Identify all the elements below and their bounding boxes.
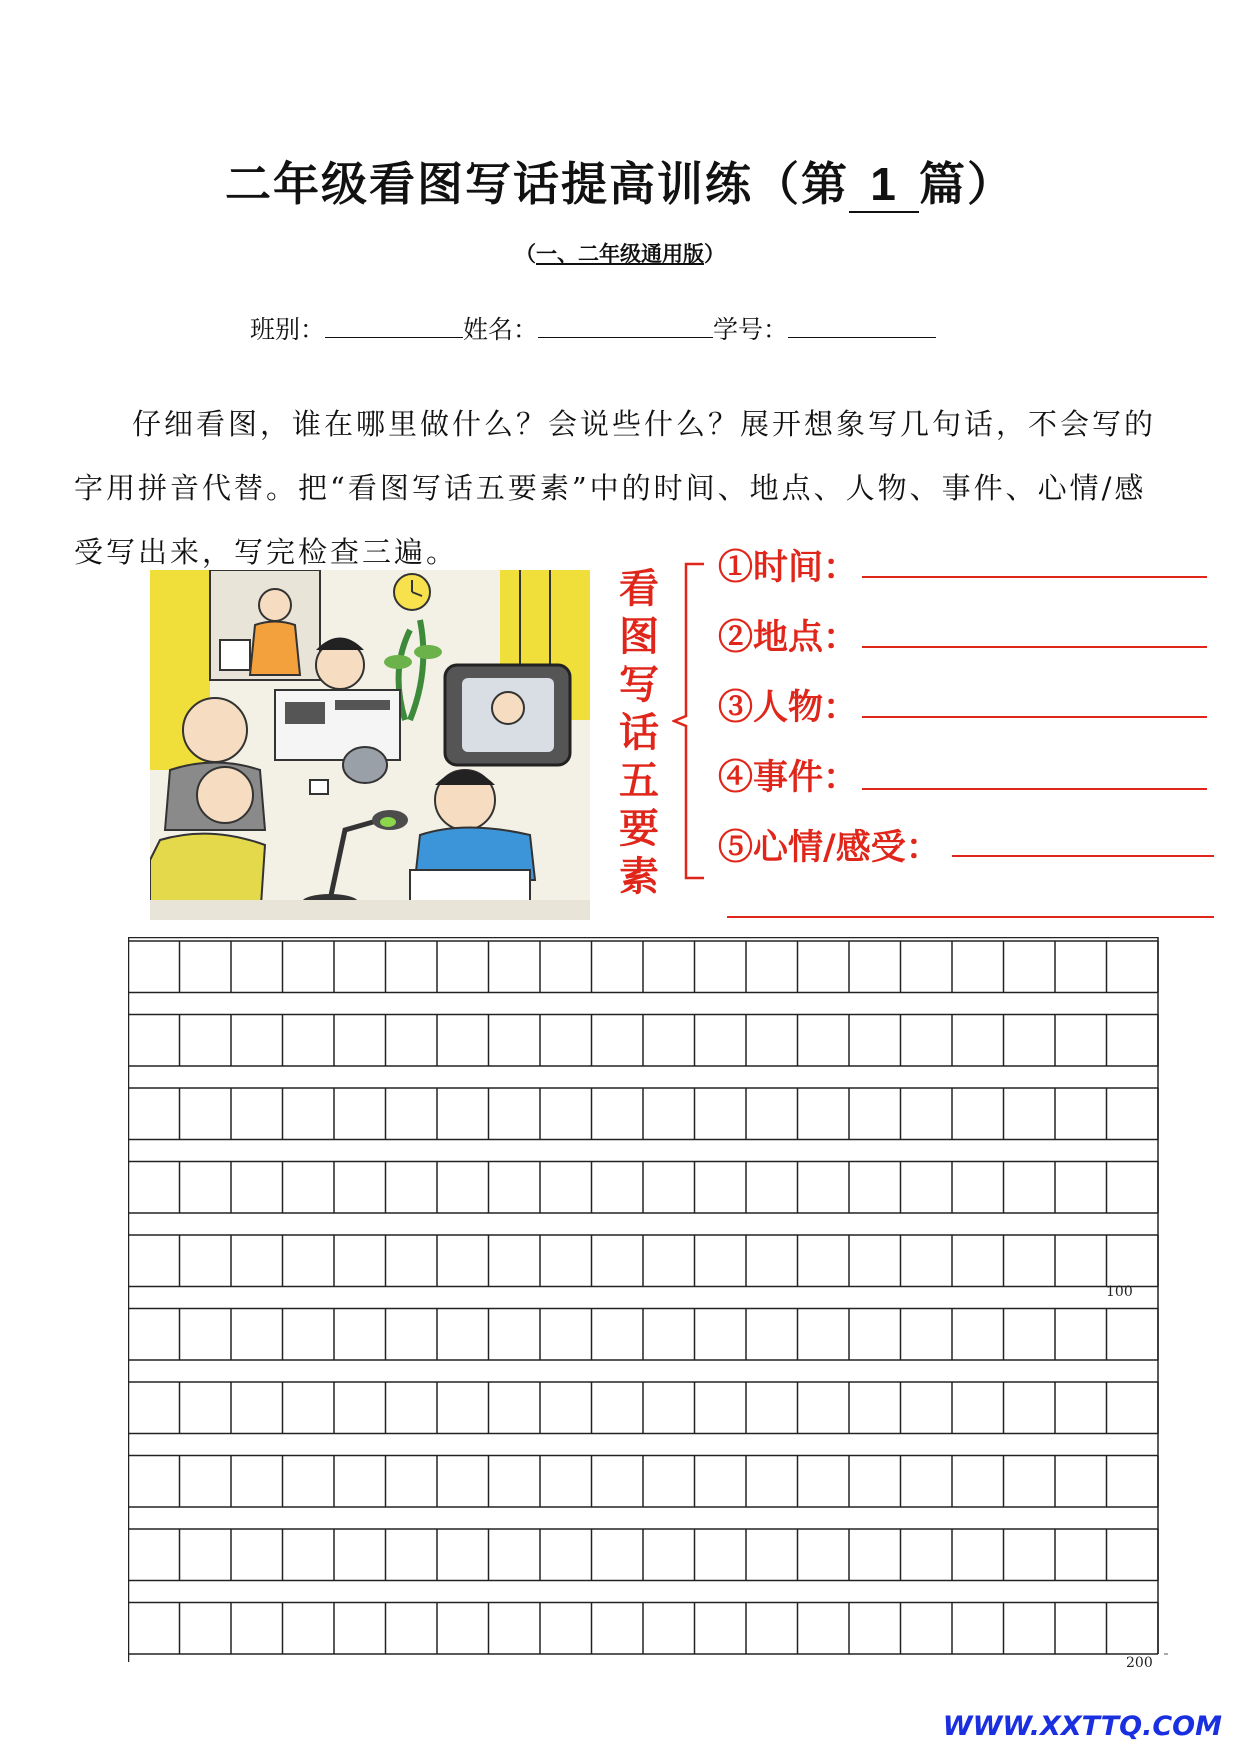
element-people-line[interactable]	[862, 716, 1207, 718]
grid-cell[interactable]	[181, 1604, 231, 1654]
grid-cell[interactable]	[1056, 1016, 1106, 1066]
grid-cell[interactable]	[644, 942, 694, 992]
element-time-label: ①时间：	[718, 547, 859, 588]
grid-cell[interactable]	[232, 1604, 282, 1654]
grid-cell[interactable]	[1056, 1530, 1106, 1580]
grid-cell[interactable]	[387, 1236, 437, 1286]
grid-cell[interactable]	[181, 1530, 231, 1580]
subtitle-open: （	[515, 242, 536, 266]
grid-cell[interactable]	[387, 1604, 437, 1654]
grid-cell[interactable]	[644, 1310, 694, 1360]
grid-cell[interactable]	[284, 1457, 334, 1507]
grid-cell[interactable]	[644, 1604, 694, 1654]
grid-cell[interactable]	[232, 1457, 282, 1507]
grid-cell[interactable]	[490, 1604, 540, 1654]
grid-cell[interactable]	[284, 1016, 334, 1066]
grid-cell[interactable]	[902, 1310, 952, 1360]
grid-cell[interactable]	[541, 1604, 591, 1654]
grid-cell[interactable]	[387, 1457, 437, 1507]
student-info-line	[250, 310, 936, 346]
grid-cell[interactable]	[799, 1604, 849, 1654]
grid-cell[interactable]	[850, 942, 900, 992]
grid-cell[interactable]	[181, 1383, 231, 1433]
grid-cell[interactable]	[644, 1236, 694, 1286]
grid-cell[interactable]	[593, 1163, 643, 1213]
grid-cell[interactable]	[541, 1016, 591, 1066]
grandmother-head	[197, 767, 253, 823]
grid-cell[interactable]	[593, 1457, 643, 1507]
grid-cell[interactable]	[284, 1604, 334, 1654]
grid-cell[interactable]	[747, 1236, 797, 1286]
grid-cell[interactable]	[335, 1604, 385, 1654]
grid-cell[interactable]	[644, 1089, 694, 1139]
grid-cell[interactable]	[747, 1310, 797, 1360]
grid-cell[interactable]	[953, 1236, 1003, 1286]
grid-row	[128, 1088, 1158, 1140]
grid-cell[interactable]	[181, 1236, 231, 1286]
grid-cell[interactable]	[335, 1310, 385, 1360]
grid-cell[interactable]	[747, 1016, 797, 1066]
grid-cell[interactable]	[953, 942, 1003, 992]
tv-presenter	[492, 692, 524, 724]
grid-cell[interactable]	[1108, 1089, 1158, 1139]
grid-cell[interactable]	[1108, 1383, 1158, 1433]
grid-cell[interactable]	[1108, 1016, 1158, 1066]
grid-cell[interactable]	[1005, 1457, 1055, 1507]
grid-cell[interactable]	[1005, 1236, 1055, 1286]
grid-cell[interactable]	[850, 1604, 900, 1654]
id-blank[interactable]	[788, 315, 936, 338]
grid-cell[interactable]	[1005, 1383, 1055, 1433]
grid-cell[interactable]	[284, 1383, 334, 1433]
grid-cell[interactable]	[799, 1530, 849, 1580]
grid-cell[interactable]	[1056, 942, 1106, 992]
grid-cell[interactable]	[490, 1457, 540, 1507]
grid-cell[interactable]	[747, 1604, 797, 1654]
grid-cell[interactable]	[747, 1163, 797, 1213]
grid-cell[interactable]	[541, 1236, 591, 1286]
grid-row	[128, 1162, 1158, 1214]
grid-cell[interactable]	[850, 1016, 900, 1066]
grid-cell[interactable]	[438, 1016, 488, 1066]
grid-cell[interactable]	[953, 1457, 1003, 1507]
grid-cell[interactable]	[953, 1310, 1003, 1360]
grid-cell[interactable]	[490, 942, 540, 992]
grid-cell[interactable]	[387, 1089, 437, 1139]
grid-row	[128, 1456, 1158, 1508]
grid-cell[interactable]	[232, 942, 282, 992]
element-people-label: ③人物：	[718, 687, 859, 728]
grid-cell[interactable]	[438, 1604, 488, 1654]
class-label: 班别：	[250, 315, 326, 344]
grid-cell[interactable]	[541, 1383, 591, 1433]
grid-cell[interactable]	[490, 1236, 540, 1286]
grid-cell[interactable]	[335, 1163, 385, 1213]
grid-cell[interactable]	[181, 1163, 231, 1213]
grid-cell[interactable]	[438, 1310, 488, 1360]
grid-cell[interactable]	[490, 1163, 540, 1213]
subtitle-text: 一、二年级通用版	[536, 242, 704, 266]
grid-cell[interactable]	[284, 1089, 334, 1139]
grid-row	[128, 1015, 1158, 1067]
elements-bracket	[672, 556, 712, 886]
grid-cell[interactable]	[438, 1236, 488, 1286]
grid-cell[interactable]	[902, 942, 952, 992]
tea-cup	[310, 780, 328, 794]
grid-row	[128, 1235, 1158, 1287]
worksheet-title	[0, 148, 1240, 214]
grid-cell[interactable]	[232, 1163, 282, 1213]
mother-body	[250, 622, 300, 676]
grid-cell[interactable]	[335, 1236, 385, 1286]
title-prefix: 二年级看图写话提高训练（第	[225, 157, 849, 211]
element-time-line[interactable]	[862, 576, 1207, 578]
worksheet-subtitle	[0, 238, 1240, 268]
grid-cell[interactable]	[129, 1163, 179, 1213]
grid-cell[interactable]	[799, 942, 849, 992]
grid-cell[interactable]	[593, 1310, 643, 1360]
grid-cell[interactable]	[593, 1604, 643, 1654]
name-blank[interactable]	[538, 315, 713, 338]
grid-cell[interactable]	[902, 1089, 952, 1139]
grid-cell[interactable]	[129, 1310, 179, 1360]
grid-cell[interactable]	[1005, 1530, 1055, 1580]
grid-cell[interactable]	[387, 1310, 437, 1360]
grid-marker-200: 200	[1126, 1655, 1153, 1671]
grid-cell[interactable]	[284, 1310, 334, 1360]
grid-cell[interactable]	[1108, 942, 1158, 992]
grid-cell[interactable]	[850, 1457, 900, 1507]
grid-cell[interactable]	[181, 942, 231, 992]
grid-cell[interactable]	[1005, 1016, 1055, 1066]
grid-row	[128, 1529, 1158, 1581]
grid-cell[interactable]	[696, 1310, 746, 1360]
grid-cell[interactable]	[181, 1016, 231, 1066]
grid-cell[interactable]	[850, 1089, 900, 1139]
grid-cell[interactable]	[284, 1530, 334, 1580]
grid-row	[128, 941, 1158, 993]
grid-cell[interactable]	[696, 1530, 746, 1580]
grid-cell[interactable]	[644, 1383, 694, 1433]
grid-cell[interactable]	[593, 1530, 643, 1580]
grid-cell[interactable]	[902, 1604, 952, 1654]
grid-cell[interactable]	[438, 1530, 488, 1580]
grid-cell[interactable]	[799, 1089, 849, 1139]
grid-cell[interactable]	[1056, 1310, 1106, 1360]
grid-cell[interactable]	[593, 1236, 643, 1286]
grid-cell[interactable]	[953, 1604, 1003, 1654]
grid-cell[interactable]	[438, 1383, 488, 1433]
grid-cell[interactable]	[232, 1016, 282, 1066]
grid-cell[interactable]	[799, 1016, 849, 1066]
element-place-label: ②地点：	[718, 617, 859, 658]
grid-cell[interactable]	[850, 1530, 900, 1580]
grid-cell[interactable]	[593, 1016, 643, 1066]
grid-cell[interactable]	[1108, 1530, 1158, 1580]
grid-cell[interactable]	[902, 1016, 952, 1066]
element-feeling-line[interactable]	[952, 855, 1214, 857]
grid-cell[interactable]	[799, 1236, 849, 1286]
grid-cell[interactable]	[541, 1310, 591, 1360]
grid-cell[interactable]	[387, 942, 437, 992]
grid-cell[interactable]	[747, 942, 797, 992]
grid-cell[interactable]	[902, 1236, 952, 1286]
grid-cell[interactable]	[799, 1163, 849, 1213]
grid-cell[interactable]	[1056, 1236, 1106, 1286]
family-scene-illustration	[150, 570, 590, 920]
grid-cell[interactable]	[644, 1530, 694, 1580]
grid-cell[interactable]	[284, 942, 334, 992]
grid-cell[interactable]	[644, 1163, 694, 1213]
grid-cell[interactable]	[129, 1530, 179, 1580]
grid-cell[interactable]	[232, 1236, 282, 1286]
grid-cell[interactable]	[696, 1163, 746, 1213]
homework-book	[410, 870, 530, 905]
teapot	[343, 747, 387, 783]
grid-cell[interactable]	[1005, 942, 1055, 992]
grid-cell[interactable]	[747, 1089, 797, 1139]
grid-cell[interactable]	[541, 1457, 591, 1507]
grid-cell[interactable]	[335, 1089, 385, 1139]
element-feeling-label: ⑤心情/感受：	[718, 827, 941, 868]
grid-cell[interactable]	[387, 1016, 437, 1066]
grid-cell[interactable]	[541, 1163, 591, 1213]
grid-cell[interactable]	[696, 1383, 746, 1433]
grid-cell[interactable]	[696, 1089, 746, 1139]
grid-cell[interactable]	[129, 1604, 179, 1654]
grid-cell[interactable]	[284, 1163, 334, 1213]
grid-cell[interactable]	[1056, 1089, 1106, 1139]
element-extra-line[interactable]	[727, 916, 1214, 918]
grid-cell[interactable]	[902, 1530, 952, 1580]
grid-cell[interactable]	[335, 1383, 385, 1433]
grid-cell[interactable]	[1005, 1310, 1055, 1360]
grid-cell[interactable]	[438, 1163, 488, 1213]
grid-marker-100: 100	[1106, 1284, 1133, 1300]
grid-row	[128, 1382, 1158, 1434]
grid-cell[interactable]	[1108, 1604, 1158, 1654]
grid-cell[interactable]	[490, 1089, 540, 1139]
grid-cell[interactable]	[335, 1016, 385, 1066]
grid-cell[interactable]	[490, 1310, 540, 1360]
element-event-label: ④事件：	[718, 757, 859, 798]
grid-cell[interactable]	[1108, 1457, 1158, 1507]
website-footer: WWW.XXTTQ.COM	[942, 1711, 1222, 1742]
grid-cell[interactable]	[129, 942, 179, 992]
grid-cell[interactable]	[541, 1089, 591, 1139]
grid-cell[interactable]	[747, 1457, 797, 1507]
grid-cell[interactable]	[181, 1457, 231, 1507]
grid-row	[128, 1309, 1158, 1361]
grid-cell[interactable]	[850, 1310, 900, 1360]
grid-cell[interactable]	[232, 1530, 282, 1580]
grid-cell[interactable]	[387, 1163, 437, 1213]
grid-cell[interactable]	[593, 1383, 643, 1433]
grid-cell[interactable]	[232, 1310, 282, 1360]
five-elements-vertical-title: 看 图 写 话 五 要 素	[619, 565, 659, 900]
grid-cell[interactable]	[181, 1089, 231, 1139]
id-label: 学号：	[713, 315, 789, 344]
grid-cell[interactable]	[284, 1236, 334, 1286]
grid-cell[interactable]	[1056, 1457, 1106, 1507]
grid-cell[interactable]	[438, 1457, 488, 1507]
grid-cell[interactable]	[1005, 1089, 1055, 1139]
writing-grid	[128, 937, 1168, 1667]
grid-cell[interactable]	[696, 1457, 746, 1507]
grid-cell[interactable]	[1056, 1163, 1106, 1213]
grid-cell[interactable]	[1005, 1604, 1055, 1654]
grid-cell[interactable]	[902, 1383, 952, 1433]
grid-cell[interactable]	[490, 1383, 540, 1433]
grid-row	[128, 1603, 1158, 1655]
grid-cell[interactable]	[1108, 1236, 1158, 1286]
grid-cell[interactable]	[902, 1457, 952, 1507]
title-suffix: 篇）	[919, 157, 1015, 211]
grid-cell[interactable]	[232, 1383, 282, 1433]
grid-cell[interactable]	[902, 1163, 952, 1213]
grid-cell[interactable]	[490, 1530, 540, 1580]
grid-cell[interactable]	[1005, 1163, 1055, 1213]
grid-cell[interactable]	[335, 1457, 385, 1507]
grid-cell[interactable]	[181, 1310, 231, 1360]
grid-cell[interactable]	[129, 1016, 179, 1066]
grid-cell[interactable]	[438, 942, 488, 992]
grid-cell[interactable]	[387, 1530, 437, 1580]
element-place-line[interactable]	[862, 646, 1207, 648]
grid-cell[interactable]	[129, 1383, 179, 1433]
subtitle-close: ）	[704, 242, 725, 266]
class-blank[interactable]	[325, 315, 463, 338]
grid-cell[interactable]	[593, 1089, 643, 1139]
grid-cell[interactable]	[129, 1089, 179, 1139]
grid-cell[interactable]	[799, 1457, 849, 1507]
dishes-stack	[220, 640, 250, 670]
grid-cell[interactable]	[387, 1383, 437, 1433]
grid-cell[interactable]	[953, 1163, 1003, 1213]
grid-cell[interactable]	[953, 1383, 1003, 1433]
grid-cell[interactable]	[541, 1530, 591, 1580]
grid-cell[interactable]	[953, 1016, 1003, 1066]
grid-cell[interactable]	[438, 1089, 488, 1139]
grid-cell[interactable]	[1108, 1163, 1158, 1213]
grid-cell[interactable]	[953, 1089, 1003, 1139]
grid-cell[interactable]	[335, 942, 385, 992]
grid-cell[interactable]	[850, 1236, 900, 1286]
grid-cell[interactable]	[953, 1530, 1003, 1580]
grid-cell[interactable]	[747, 1530, 797, 1580]
grid-cell[interactable]	[644, 1016, 694, 1066]
grid-cell[interactable]	[1056, 1604, 1106, 1654]
grid-cell[interactable]	[850, 1163, 900, 1213]
grid-cell[interactable]	[593, 942, 643, 992]
instructions-paragraph: 仔细看图，谁在哪里做什么？会说些什么？展开想象写几句话，不会写的字用拼音代替。把“看图写话五要素”中的时间、地点、人物、事件、心情/感受写出来，写完检查三遍。	[74, 407, 1157, 569]
grandfather-head	[183, 698, 247, 762]
grid-cell[interactable]	[129, 1236, 179, 1286]
grid-cell[interactable]	[1108, 1310, 1158, 1360]
grid-cell[interactable]	[799, 1310, 849, 1360]
grid-cell[interactable]	[747, 1383, 797, 1433]
grid-cell[interactable]	[696, 1604, 746, 1654]
grid-cell[interactable]	[696, 942, 746, 992]
grid-cell[interactable]	[850, 1383, 900, 1433]
grid-cell[interactable]	[232, 1089, 282, 1139]
grid-cell[interactable]	[799, 1383, 849, 1433]
mother-head	[259, 589, 291, 621]
grid-cell[interactable]	[490, 1016, 540, 1066]
grid-cell[interactable]	[129, 1457, 179, 1507]
grid-cell[interactable]	[696, 1236, 746, 1286]
grid-cell[interactable]	[644, 1457, 694, 1507]
element-event-line[interactable]	[862, 788, 1207, 790]
name-label: 姓名：	[463, 315, 539, 344]
grid-cell[interactable]	[541, 942, 591, 992]
grid-cell[interactable]	[1056, 1383, 1106, 1433]
grid-cell[interactable]	[696, 1016, 746, 1066]
title-number: 1	[849, 157, 919, 213]
grid-cell[interactable]	[335, 1530, 385, 1580]
